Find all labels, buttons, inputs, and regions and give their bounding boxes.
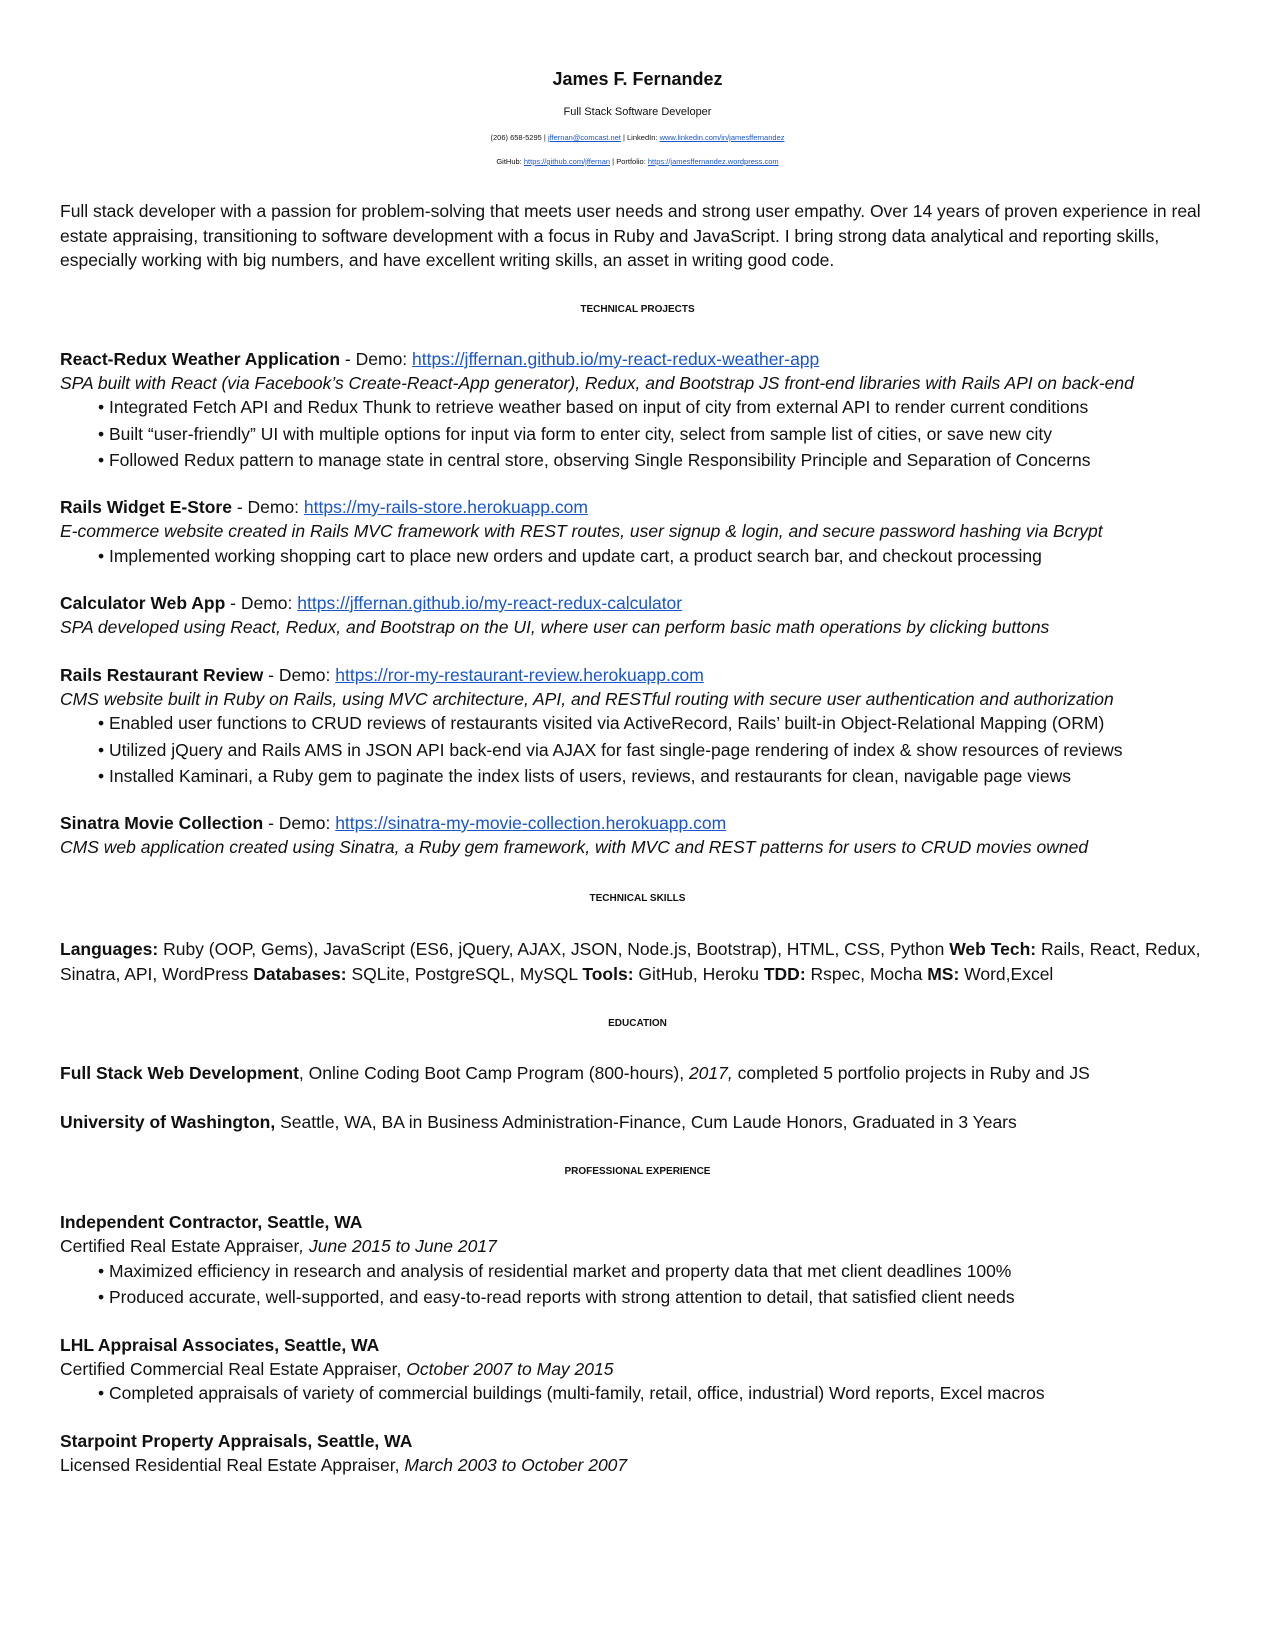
candidate-name: James F. Fernandez [552,69,723,89]
skill-label: TDD: [763,963,806,984]
phone-number: (206) 658-5295 [490,133,542,142]
section-heading-experience: PROFESSIONAL EXPERIENCE [564,1166,711,1177]
skill-label: Databases: [253,963,347,984]
project-bullet: • Built “user-friendly” UI with multiple options for input via form to enter city, select from sample list of cities, or save new city [98,424,1053,444]
project-name: Sinatra Movie Collection [60,813,264,833]
skill-text: Ruby (OOP, Gems), JavaScript (ES6, jQuery, AJAX, JSON, Node.js, Bootstrap), HTML, CSS, Python [158,939,950,959]
education-detail: completed 5 portfolio projects in Ruby and JS [732,1063,1090,1083]
project-description: SPA built with React (via Facebook’s Create-React-App generator), Redux, and Bootstrap JS front-end libraries with Rails API on back-end [60,373,1134,393]
project-name: React-Redux Weather Application [60,349,341,369]
skill-text: Rspec, Mocha [805,963,928,984]
project-bullet: • Enabled user functions to CRUD reviews of restaurants visited via ActiveRecord, Rails’ built-in Object-Relational Mapping (ORM) [98,713,1105,733]
project-header [60,496,588,518]
separator: | [612,157,615,166]
project-description: E-commerce website created in Rails MVC framework with REST routes, user signup & login, and secure password hashing via Bcrypt [60,521,1103,541]
project-demo-link[interactable]: https://ror-my-restaurant-review.herokuapp.com [335,665,704,685]
education-year: 2017, [688,1063,733,1083]
project-bullet: • Installed Kaminari, a Ruby gem to paginate the index lists of users, reviews, and restaurants for clean, navigable page views [98,766,1072,786]
demo-label: - Demo: [263,665,336,685]
role-title: Certified Commercial Real Estate Appraiser, [60,1359,407,1379]
section-heading-skills: TECHNICAL SKILLS [589,893,686,904]
job-role [60,1454,627,1476]
school-name: University of Washington, [60,1112,276,1132]
role-title: Certified Real Estate Appraiser [60,1236,300,1256]
employer-name: Independent Contractor, Seattle, WA [60,1212,363,1232]
github-link[interactable]: https://github.com/jffernan [523,157,611,166]
experience-bullet: • Maximized efficiency in research and analysis of residential market and property data that met client deadlines 100% [98,1261,1012,1281]
skill-label: Web Tech: [949,939,1037,959]
demo-label: - Demo: [225,593,298,613]
project-bullet: • Integrated Fetch API and Redux Thunk to retrieve weather based on input of city from external API to render current conditions [98,397,1089,417]
project-name: Rails Widget E-Store [60,497,232,517]
project-description: SPA developed using React, Redux, and Bootstrap on the UI, where user can perform basic math operations by clicking buttons [60,617,1050,637]
demo-label: - Demo: [340,349,413,369]
portfolio-label: Portfolio: [616,157,646,166]
project-header [60,348,819,370]
skill-label: MS: [927,963,960,984]
project-description: CMS web application created using Sinatra, a Ruby gem framework, with MVC and REST patterns for users to CRUD movies owned [60,837,1089,857]
education-entry [60,1111,1017,1133]
portfolio-link[interactable]: https://jamesffernandez.wordpress.com [647,157,779,166]
education-detail: , Online Coding Boot Camp Program (800-hours), [298,1063,689,1083]
contact-line-2 [0,151,1275,173]
separator: | [543,133,546,142]
skill-text: Word,Excel [959,963,1054,984]
section-heading-education: EDUCATION [608,1018,667,1029]
program-name: Full Stack Web Development [60,1063,299,1083]
project-demo-link[interactable]: https://jffernan.github.io/my-react-redux-calculator [297,593,683,613]
project-header [60,812,726,834]
email-link[interactable]: jffernan@comcast.net [547,133,621,142]
role-title: Licensed Residential Real Estate Appraiser, [60,1455,405,1475]
education-detail: Seattle, WA, BA in Business Administration-Finance, Cum Laude Honors, Graduated in 3 Years [275,1112,1017,1132]
project-description: CMS website built in Ruby on Rails, using MVC architecture, API, and RESTful routing with secure user authentication and authorization [60,689,1114,709]
project-bullet: • Followed Redux pattern to manage state in central store, observing Single Responsibility Principle and Separation of Concerns [98,450,1091,470]
job-role [60,1235,497,1257]
project-header [60,592,682,614]
skill-text: GitHub, Heroku [633,963,764,984]
project-name: Calculator Web App [60,593,226,613]
role-dates: October 2007 to May 2015 [406,1359,614,1379]
skill-label: Tools: [582,963,634,984]
experience-bullet: • Completed appraisals of variety of commercial buildings (multi-family, retail, office, industrial) Word reports, Excel macros [98,1383,1045,1403]
section-heading-projects: TECHNICAL PROJECTS [580,304,695,315]
skill-text: SQLite, PostgreSQL, MySQL [346,963,583,984]
role-dates: , June 2015 to June 2017 [299,1236,497,1256]
linkedin-link[interactable]: www.linkedin.com/in/jamesffernandez [659,133,785,142]
skill-label: Languages: [60,939,159,959]
project-demo-link[interactable]: https://sinatra-my-movie-collection.herokuapp.com [335,813,727,833]
linkedin-label: LinkedIn: [627,133,658,142]
contact-line-1 [0,127,1275,149]
project-header [60,664,704,686]
skill-text: Rails, React, Redux, Sinatra, API, WordPress [60,939,1201,984]
separator: | [622,133,625,142]
project-demo-link[interactable]: https://my-rails-store.herokuapp.com [303,497,588,517]
project-name: Rails Restaurant Review [60,665,264,685]
education-entry [60,1062,1090,1084]
job-role [60,1358,613,1380]
skills-paragraph [60,937,1220,986]
github-label: GitHub: [496,157,522,166]
project-bullet: • Utilized jQuery and Rails AMS in JSON API back-end via AJAX for fast single-page rendering of index & show resources of reviews [98,740,1123,760]
employer-name: LHL Appraisal Associates, Seattle, WA [60,1335,380,1355]
professional-summary: Full stack developer with a passion for problem-solving that meets user needs and strong user empathy. Over 14 years of proven experience in real estate appraising, transitioning to software development with a focus in Ruby and JavaScript. I bring strong data analytical and reporting skills, especially working with big numbers, and have excellent writing skills, an asset in writing good code. [60,201,1201,270]
demo-label: - Demo: [263,813,336,833]
demo-label: - Demo: [231,497,304,517]
candidate-title: Full Stack Software Developer [563,106,712,118]
employer-name: Starpoint Property Appraisals, Seattle, WA [60,1431,413,1451]
experience-bullet: • Produced accurate, well-supported, and easy-to-read reports with strong attention to detail, that satisfied client needs [98,1287,1015,1307]
project-bullet: • Implemented working shopping cart to place new orders and update cart, a product search bar, and checkout processing [98,546,1042,566]
project-demo-link[interactable]: https://jffernan.github.io/my-react-redux-weather-app [412,349,820,369]
role-dates: March 2003 to October 2007 [404,1455,628,1475]
